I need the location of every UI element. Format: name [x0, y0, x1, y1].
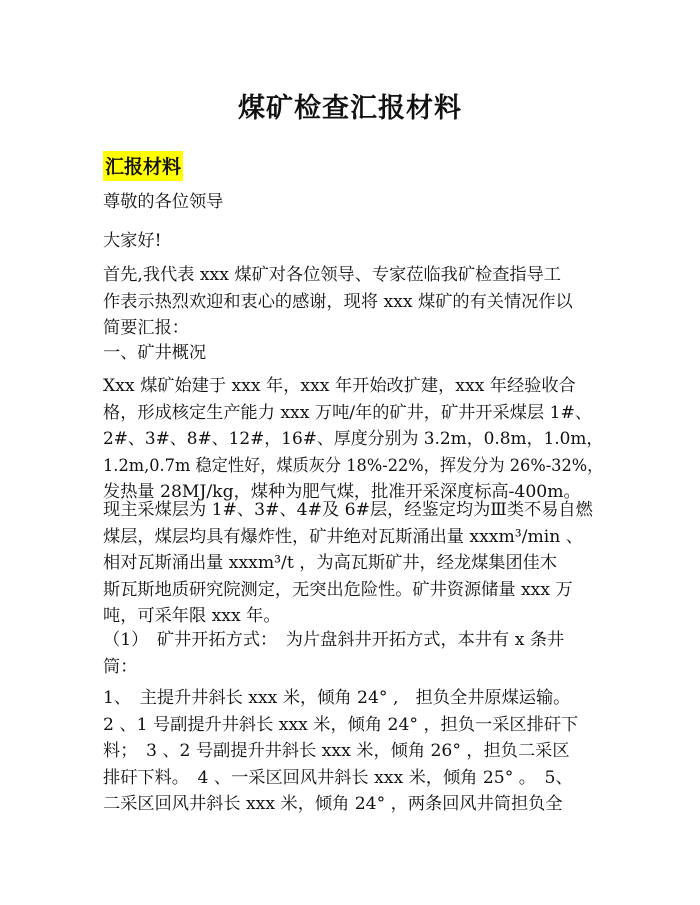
paragraph-salutation	[103, 189, 603, 216]
text-line: 一、矿井概况	[103, 343, 207, 363]
paragraph-seams	[103, 497, 603, 630]
text-line: 斯瓦斯地质研究院测定，无突出危险性。矿井资源储量 xxx 万	[103, 579, 573, 600]
text-line: 格，形成核定生产能力 xxx 万吨/年的矿井，矿井开采煤层 1#、	[103, 402, 593, 423]
text-line: Xxx 煤矿始建于 xxx 年，xxx 年开始改扩建，xxx 年经验收合	[103, 376, 576, 396]
text-line: 简要汇报：	[103, 318, 189, 338]
text-line: 2#、3#、8#、12#，16#、厚度分别为 3.2m，0.8m，1.0m，	[103, 429, 604, 449]
text-line: 筒：	[103, 656, 138, 677]
text-line: 发热量 28MJ/kg，煤种为肥气煤，批准开采深度标高-400m。	[103, 482, 581, 502]
text-line: （1） 矿井开拓方式： 为片盘斜井开拓方式，本井有 x 条井	[103, 630, 565, 650]
paragraph-overview	[103, 373, 603, 506]
text-line: 2 、1 号副提升井斜长 xxx 米，倾角 24° ，担负一采区排矸下	[103, 714, 579, 735]
paragraph-intro	[103, 262, 603, 342]
text-line: 首先,我代表 xxx 煤矿对各位领导、专家莅临我矿检查指导工	[103, 265, 561, 285]
text-line: 相对瓦斯涌出量 xxxm³/t ，为高瓦斯矿井，经龙煤集团佳木	[103, 553, 558, 573]
text-line: 1、 主提升井斜长 xxx 米，倾角 24° , 担负全井原煤运输。	[103, 688, 571, 708]
document-title: 煤矿检查汇报材料	[238, 93, 462, 124]
paragraph-shafts	[103, 685, 603, 818]
text-line: 现主采煤层为 1#、3#、4#及 6#层，经鉴定均为Ⅲ类不易自燃	[103, 500, 593, 520]
paragraph-section-1	[103, 340, 603, 367]
text-line: 尊敬的各位领导	[103, 192, 224, 212]
text-line: 煤层，煤层均具有爆炸性，矿井绝对瓦斯涌出量 xxxm³/min 、	[103, 526, 583, 547]
paragraph-development	[103, 627, 603, 680]
section-label-highlighted: 汇报材料	[103, 151, 183, 181]
text-line: 大家好!	[103, 231, 162, 251]
text-line: 二采区回风井斜长 xxx 米，倾角 24° ，两条回风井筒担负全	[103, 794, 563, 814]
text-line: 作表示热烈欢迎和衷心的感谢，现将 xxx 煤矿的有关情况作以	[103, 291, 573, 312]
paragraph-greeting	[103, 228, 603, 255]
text-line: 1.2m,0.7m 稳定性好，煤质灰分 18%-22%，挥发分为 26%-32%，	[103, 455, 604, 476]
text-line: 吨，可采年限 xxx 年。	[103, 606, 281, 626]
text-line: 排矸下料。 4 、一采区回风井斜长 xxx 米，倾角 25° 。 5、	[103, 767, 573, 788]
text-line: 料； 3 、2 号副提升井斜长 xxx 米，倾角 26° ，担负二采区	[103, 741, 570, 761]
